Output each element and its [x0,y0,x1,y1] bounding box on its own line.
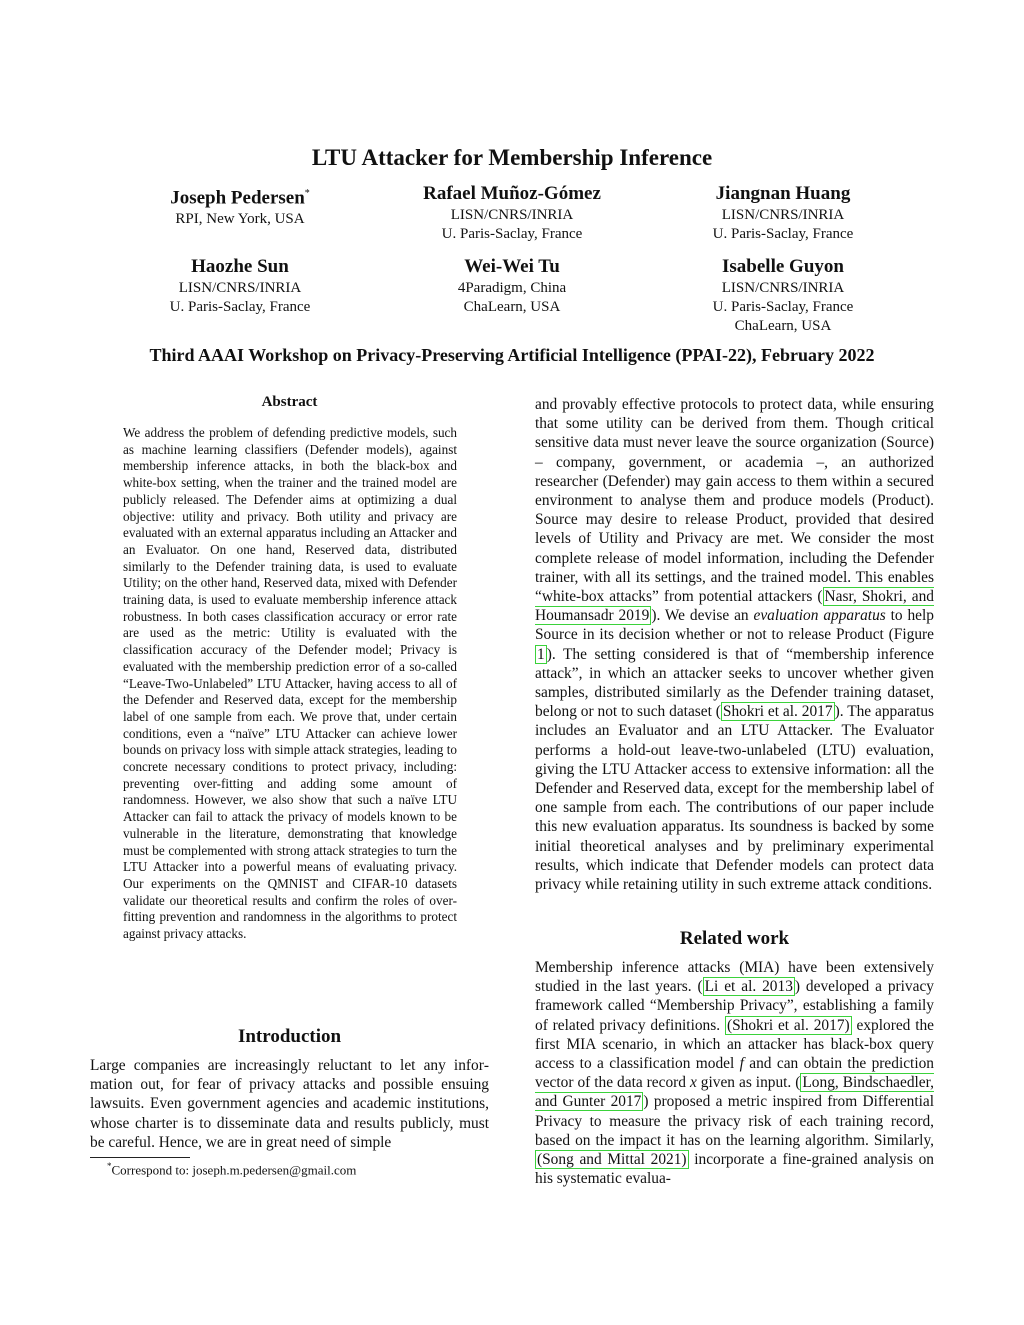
citation-link[interactable]: Li et al. 2013 [704,978,793,996]
introduction-heading: Introduction [237,1026,342,1047]
author-affiliation: 4Paradigm, China [457,280,567,296]
citation-link[interactable]: Shokri et al. 2017 [722,703,833,721]
footnote [107,1161,356,1178]
author-name: Haozhe Sun [191,256,289,277]
math-variable: f [739,1055,744,1073]
paragraph-text: ). The apparatus includes an Evaluator and an LTU Attacker. The Evaluator performs a hold-out leave-two-unlabeled (LTU) evaluation, giving the LTU Attacker access to extensive information: all the Defender and Reserved data, except for the membership label of one sample from each. The contributions of our paper include this new evaluation apparatus. Its soundness is backed by some initial theoretical analyses and by preliminary experimental results, which indicate that Defender models can protect data privacy while retaining utility in such extreme attack conditions. [535,703,935,894]
author-block [110,255,370,317]
footnote-marker: * [304,188,310,199]
introduction-text: Large companies are increasingly reluctant to let any information out, for fear of privacy attacks and possible ensuing lawsuits. Even government agencies and academic institutions, whose charter is to disseminate data and results publicly, must be careful. Hence, we are in great need of simple [90,1057,489,1151]
paragraph-text: and provably effective protocols to protect data, while ensuring that some utility can be derived from them. Though critical sensitive data must never leave the source organization (Source) – company, government, or academia –, an authorized researcher (Defender) may gain access to them within a secured environment to analyse them and produce models (Product). Source may desire to release Product, provided that desired levels of Utility and Privacy are met. We consider the most complete release of model information, including the Defender trainer, with all its settings, and the trained model. This enables “white-box attacks” from potential attackers ( [535,396,934,606]
paragraph-text: ). The setting considered is that of “membership inference attack”, in which an attacker seeks to uncover whether given samples, distributed similarly as the Defender training dataset, belong or not to such dataset ( [535,645,934,721]
abstract-heading: Abstract [261,394,318,410]
author-affiliation: U. Paris-Saclay, France [712,226,854,242]
author-block [382,182,642,244]
author-name: Rafael Muñoz-Gómez [423,183,601,204]
author-affiliation: U. Paris-Saclay, France [169,299,311,315]
author-affiliation: U. Paris-Saclay, France [441,226,583,242]
paragraph-text: Membership inference attacks (MIA) have been extensively studied in the last years. ( [535,959,934,996]
paragraph-text: explored the first MIA scenario, in which an attacker has black-box query access to a classification model [535,1016,935,1073]
footnote-marker: * [107,1161,112,1171]
author-affiliation: ChaLearn, USA [463,299,561,315]
paragraph-text: ) proposed a metric inspired from Differential Privacy to measure the privacy risk of each training record, based on the impact it has on the learning algorithm. Similarly, [535,1093,935,1149]
paragraph-text: given as input. ( [696,1074,801,1092]
author-block [653,182,913,244]
author-name: Isabelle Guyon [722,256,844,277]
citation-link[interactable]: (Shokri et al. 2017) [726,1016,850,1034]
paragraph-text: incorporate a fine-grained analysis on his systematic evalua- [535,1151,935,1188]
footnote-rule [90,1157,190,1158]
related-work-text [535,958,934,1188]
figure-link[interactable]: 1 [537,645,545,663]
paragraph-text: ) developed a privacy framework called “Membership Privacy”, establishing a family of related privacy definitions. [535,978,934,1034]
author-affiliation: LISN/CNRS/INRIA [450,207,574,223]
author-affiliation: RPI, New York, USA [175,211,305,228]
author-affiliation: U. Paris-Saclay, France [712,299,854,315]
paragraph-text: to help Source in its decision whether or not to release Product (Figure [535,607,934,644]
author-block [653,255,913,336]
paragraph-text: and can obtain the prediction vector of the data record [535,1055,934,1092]
right-column-intro [535,395,934,894]
author-affiliation: LISN/CNRS/INRIA [721,280,845,296]
author-affiliation: LISN/CNRS/INRIA [721,207,845,223]
author-affiliation: LISN/CNRS/INRIA [178,280,302,296]
citation-link[interactable]: (Song and Mittal 2021) [537,1151,687,1169]
abstract-text: We address the problem of defending predictive models, such as machine learning classifiers (Defender models), against membership inference attacks, in both the black-box and white-box setting, when the trainer and the trained model are publicly released. The Defender aims at optimizing a dual objective: utility and privacy. Both utility and privacy are evaluated with an external apparatus including an Attacker and an Evaluator. On one hand, Reserved data, distributed similarly to the Defender training data, is used to evaluate Utility; on the other hand, Reserved data, mixed with Defender training data, is used to evaluate membership inference attack robustness. In both cases classification accuracy or error rate are used as the metric: Utility is evaluated with the classification accuracy of the Defender model; Privacy is evaluated with the membership prediction error of a so-called “Leave-Two-Unlabeled” LTU Attacker, having access to all of the Defender and Reserved data, except for the membership label of one sample from each. We prove that, under certain conditions, even a “naïve” LTU Attacker can achieve lower bounds on privacy loss with simple attack strategies, leading to concrete necessary conditions to protect privacy, including: preventing over-fitting and adding some amount of randomness. However, we also show that such a naïve LTU Attacker can fail to attack the privacy of models known to be vulnerable in the literature, demonstrating that knowledge must be complemented with strong attack strategies to turn the LTU Attacker into a powerful means of evaluating privacy. Our experiments on the QMNIST and CIFAR-10 datasets validate our theoretical results and confirm the roles of over-fitting prevention and randomness in the algorithms to protect against privacy attacks. [123,425,457,942]
author-name: Wei-Wei Tu [464,256,560,277]
author-block [382,255,642,317]
venue-line: Third AAAI Workshop on Privacy-Preserving Artificial Intelligence (PPAI-22), February 2022 [149,345,875,365]
paragraph-text: ). We devise an [651,607,754,625]
math-variable: x [689,1074,697,1092]
author-name: Joseph Pedersen [170,187,305,209]
author-affiliation: ChaLearn, USA [734,318,832,334]
citation-link[interactable]: Long, Bindschaedler, and Gunter 2017 [535,1074,934,1111]
author-name: Jiangnan Huang [715,183,851,204]
paper-title: LTU Attacker for Membership Inference [311,145,713,170]
emphasis-text: evaluation apparatus [753,607,886,625]
citation-link[interactable]: Nasr, Shokri, and Houmansadr 2019 [535,588,934,625]
author-block [110,182,370,229]
related-work-heading: Related work [679,928,790,949]
footnote-text: Correspond to: joseph.m.pedersen@gmail.com [111,1162,357,1178]
